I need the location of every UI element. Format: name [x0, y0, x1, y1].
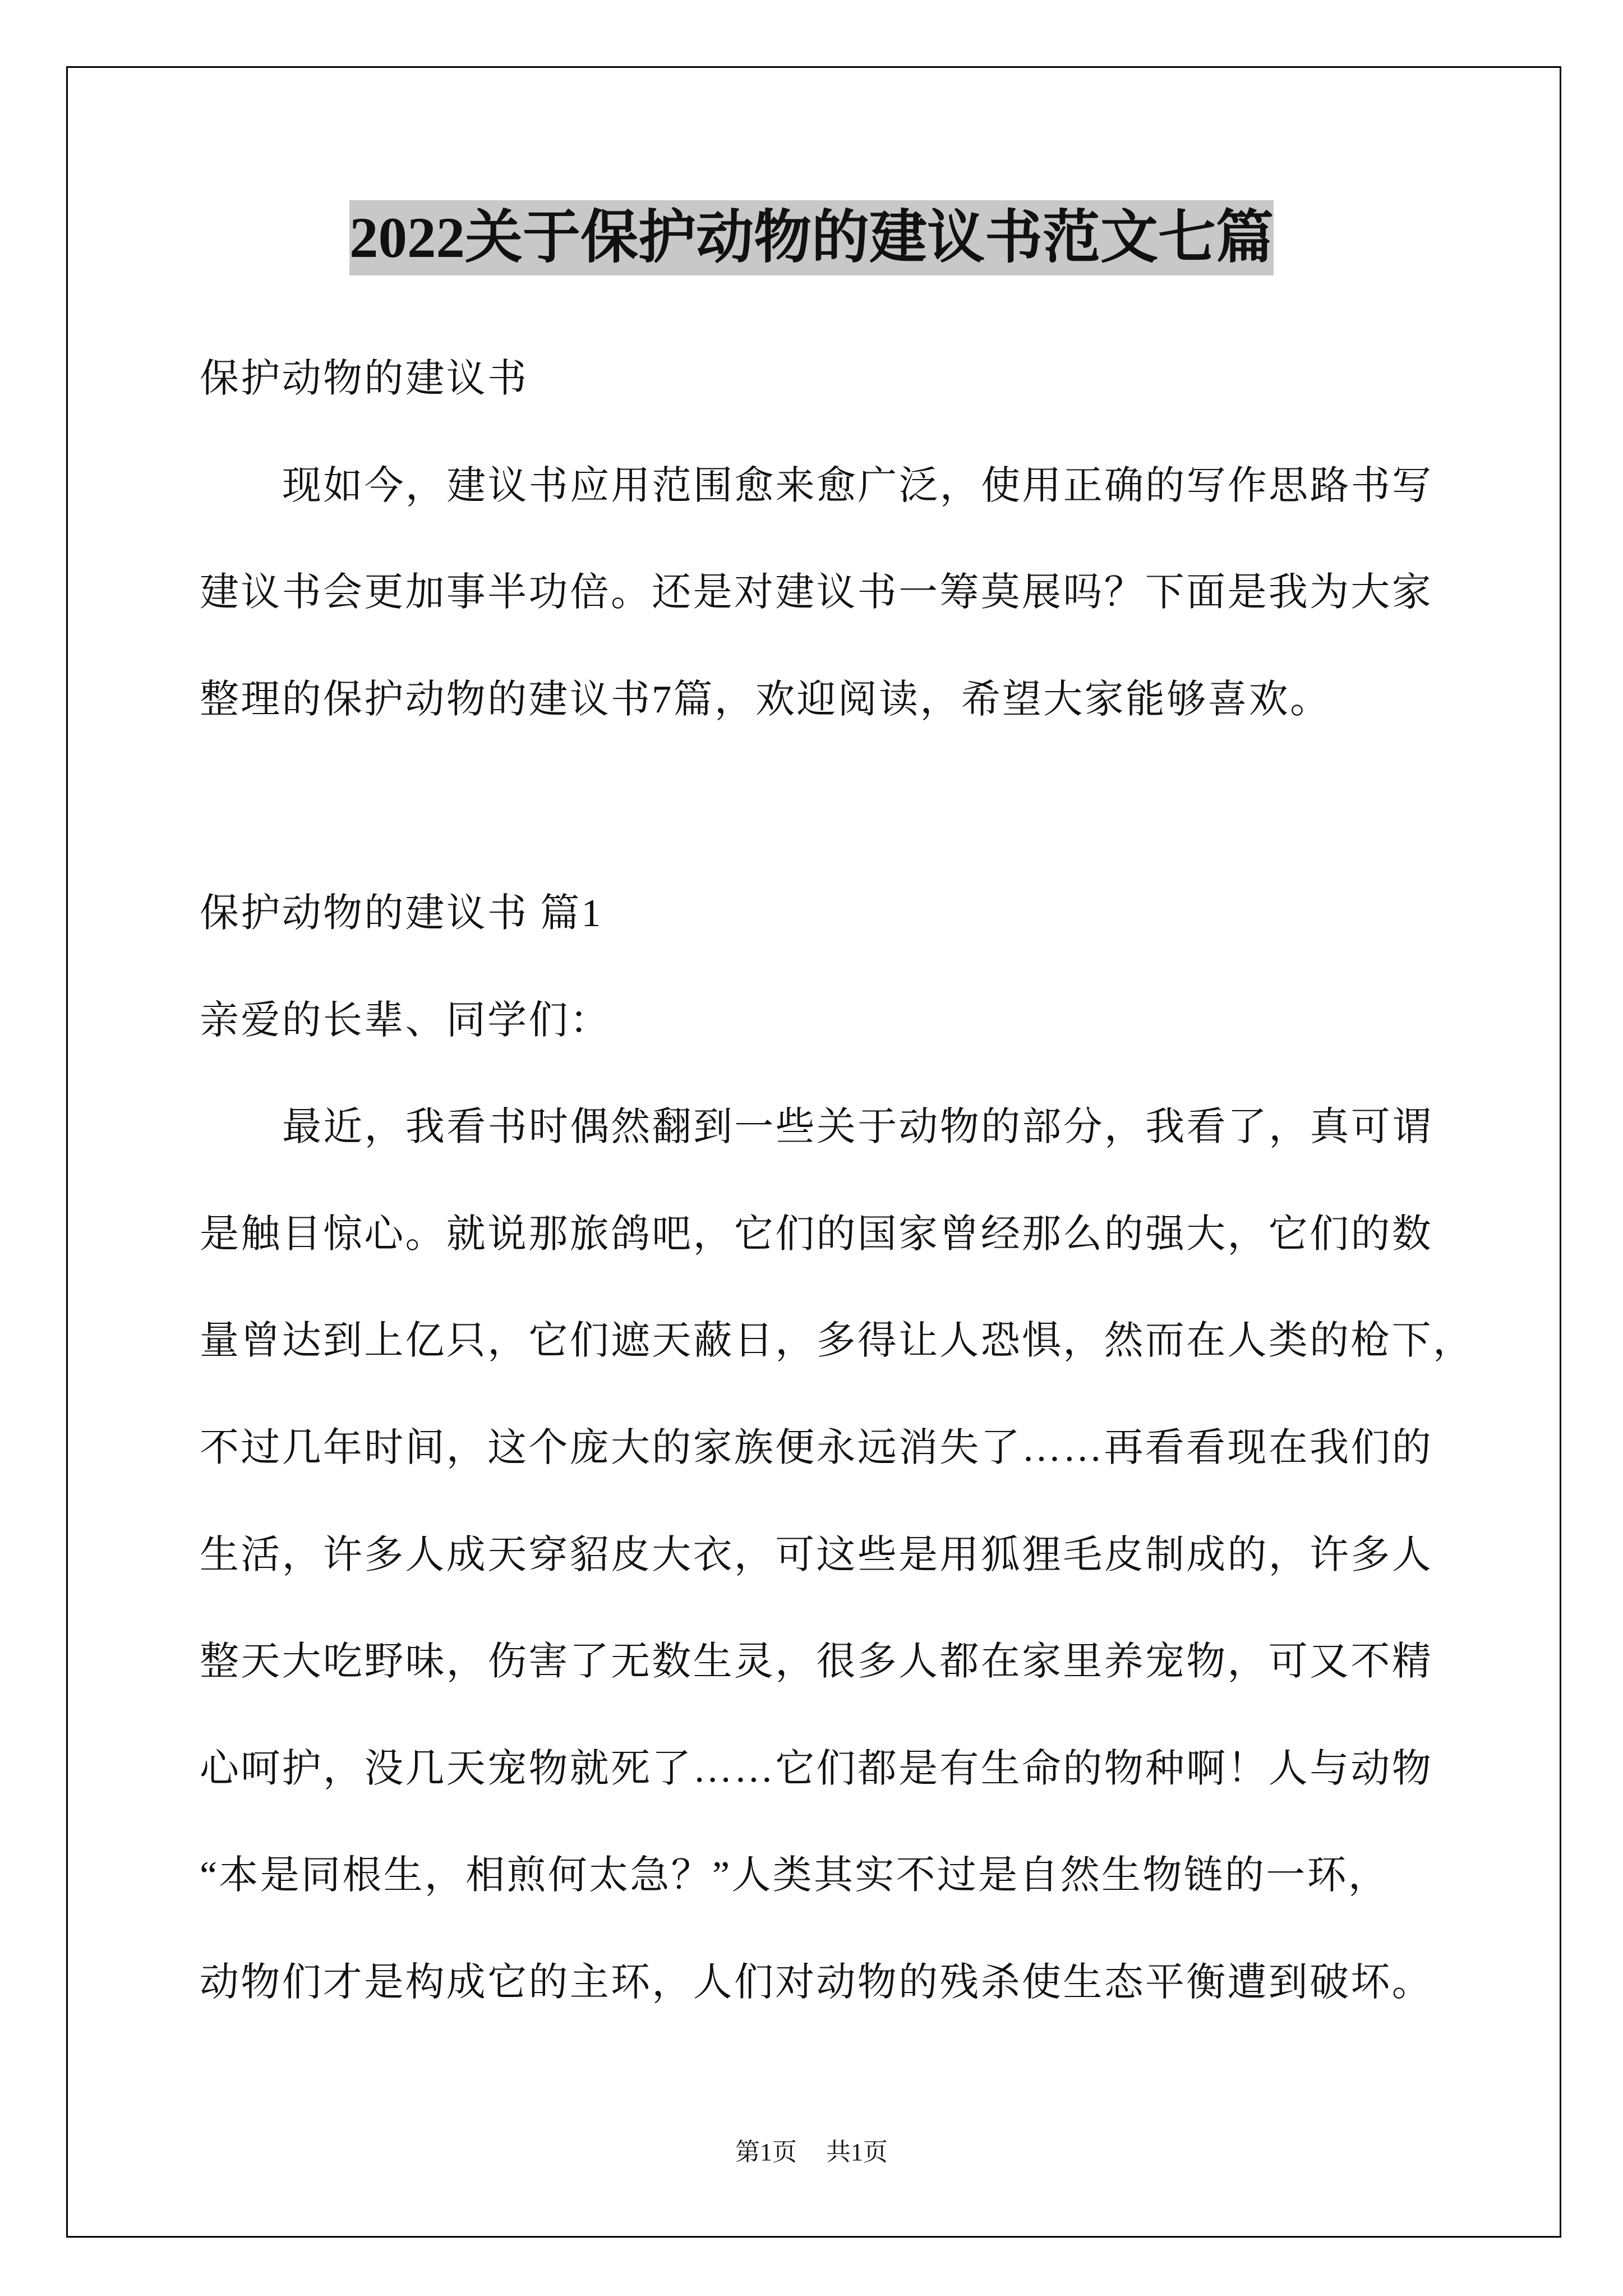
- page-number: 第1页: [735, 2138, 797, 2166]
- body-paragraph: [200, 1074, 1546, 2036]
- intro-line: 整理的保护动物的建议书7篇，欢迎阅读，希望大家能够喜欢。: [200, 678, 1331, 721]
- salutation: 亲爱的长辈、同学们：: [200, 999, 611, 1042]
- body-line: 整天大吃野味，伤害了无数生灵，很多人都在家里养宠物，可又不精: [200, 1640, 1433, 1684]
- body-line: “本是同根生，相煎何太急？”人类其实不过是自然生物链的一环，: [200, 1854, 1390, 1898]
- body-line: 是触目惊心。就说那旅鸽吧，它们的国家曾经那么的强大，它们的数: [200, 1212, 1433, 1256]
- intro-paragraph: [200, 433, 1546, 754]
- title-block: [0, 200, 1623, 275]
- document-title: 2022关于保护动物的建议书范文七篇: [349, 200, 1274, 275]
- body-line: 心呵护，没几天宠物就死了……它们都是有生命的物种啊！人与动物: [200, 1747, 1433, 1791]
- body-line: 生活，许多人成天穿貂皮大衣，可这些是用狐狸毛皮制成的，许多人: [200, 1533, 1433, 1577]
- body-line: 量曾达到上亿只，它们遮天蔽日，多得让人恐惧，然而在人类的枪下，: [200, 1319, 1474, 1363]
- page-footer: [0, 2136, 1623, 2169]
- body-line: 不过几年时间，这个庞大的家族便永远消失了……再看看现在我们的: [200, 1426, 1433, 1470]
- section-title: 保护动物的建议书 篇1: [200, 891, 603, 935]
- blank-line: [200, 753, 1546, 861]
- page-total: 共1页: [826, 2138, 888, 2166]
- document-heading: 保护动物的建议书: [200, 357, 529, 401]
- intro-line: 建议书会更加事半功倍。还是对建议书一筹莫展吗？下面是我为大家: [200, 571, 1433, 615]
- document-body: [200, 326, 1546, 2037]
- body-line: 最近，我看书时偶然翻到一些关于动物的部分，我看了，真可谓: [282, 1106, 1433, 1149]
- body-line: 动物们才是构成它的主环，人们对动物的残杀使生态平衡遭到破坏。: [200, 1961, 1433, 2004]
- intro-line: 现如今，建议书应用范围愈来愈广泛，使用正确的写作思路书写: [282, 464, 1433, 508]
